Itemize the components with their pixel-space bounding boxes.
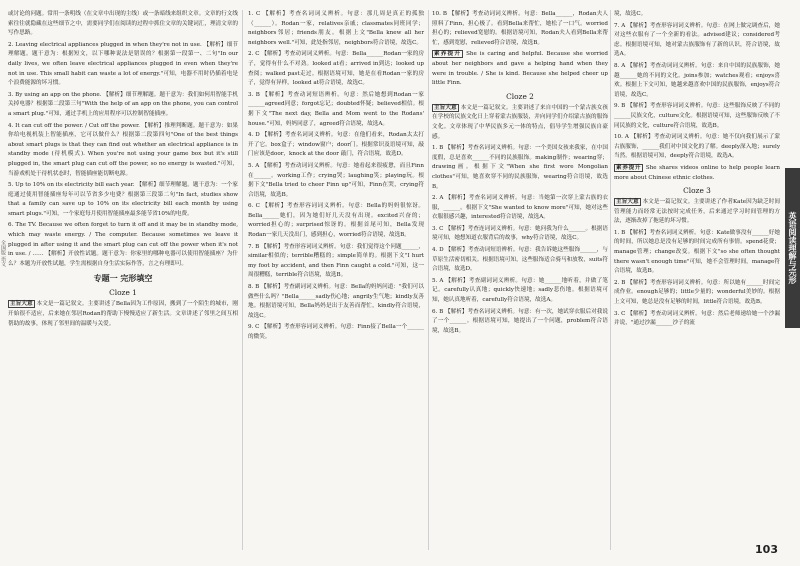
answer-paragraph: 2. Leaving electrical appliances plugged in when they're not in use. 【解析】细节理解题。题干意为：根据短文，以下哪种说法是错误的？根据第一段第一、二句"In our daily lives, we often leave electrical appliances plugged in even when they're not in use. This small habit can waste a lot of energy."可知，电器不用时仍插着电是个浪费能源的坏习惯。	[8, 41, 238, 87]
answer-paragraph: 8. B 【解析】考查副词词义辨析。句意：Bella的妈妈问道："我们可以做些什么吗？"Bella______sadly伤心地；angrily生气地；kindly友善地。根据语境可知，Bella妈妈是出于友善而帮忙，kindly符合语境，故选C。	[248, 284, 424, 319]
cloze-heading: Cloze 1	[109, 288, 137, 298]
answer-paragraph: 1. B 【解析】考查名词词义辨析。句意：Kate做事没有______好她的时间，所以她总是没有足够的时间完成所有事情。spend花费；manage管理；change改变。根据下文"so she often thought there wasn't enough time"可知，她不会管理时间，manage符合语境，故选B。	[614, 229, 780, 275]
summary-text: 本文是一篇记叙文。主要讲述了来自中国的一个蒙古族女孩在学校的民族文化日上穿着蒙古族服装，并向同学们介绍蒙古族的服饰文化。文章体现了中华民族多元一体的特点，倡导学生增强民族自豪感。	[432, 104, 608, 140]
answer-paragraph: 3. C 【解析】考查连词词义辨析。句意：她问我为什么______。根据语境可知，她想知道衣服背后的故事，why符合语境，故选C。	[432, 225, 608, 242]
answer-paragraph: 5. A 【解析】考查动词词义辨析。句意：她看起来很疲惫，而且Finn在______。working工作；crying哭；laughing笑；playing玩。根据下文"Bella tried to cheer Finn up"可知，Finn在哭，crying符合语境，故选B。	[248, 162, 424, 198]
summary-tag: 主旨大意	[616, 199, 639, 206]
answer-paragraph: 5. Up to 10% on its electricity bill each year. 【解析】细节理解题。题干意为：一个家庭通过使用智能插座每年可以节省多少电费？根据第三段第二句"In fact, studies show that a family can save up to 10% on its electricity bill each month by using smart plugs."可知，一个家庭每月使用智能插座最多能节省10%的电费。	[8, 182, 238, 217]
summary-paragraph	[432, 104, 608, 142]
answer-paragraph: 9. B 【解析】考查形容词词义辨析。句意：这些服饰反映了不同的______民族文化，culture文化。根据语境可知，这些服饰反映了不同民族的文化，culture符合语境，故选B。	[614, 103, 780, 129]
answer-paragraph: 10. A 【解析】考查动词词义辨析。句意：她不仅向我们展示了蒙古族服饰，______我们对中国文化的了解。deeply深入地；surely当然。根据语境可知，deeply符合语境，故选A。	[614, 134, 780, 160]
answer-paragraph: 2. A 【解析】考查名词词义辨析。句意：当她第一次穿上蒙古族的衣服，______。根据下文"She wanted to know more"可知，她对这些衣服很感兴趣，interested符合语境，故选A。	[432, 195, 608, 221]
column-3	[432, 10, 608, 338]
column-divider	[610, 10, 611, 550]
summary-text: She shares videos online to help people learn more about Chinese ethnic clothes.	[614, 164, 780, 181]
summary-text: 本文是一篇记叙文。主要讲述了Bella因为工作原因，搬到了一个陌生的城市，刚开始很不适应，后来她在邻居Rodan的帮助下慢慢适应了新生活。文章讲述了邻里之间互相帮助的故事，体现了邻里间的温暖与关爱。	[8, 301, 238, 327]
cloze-heading: Cloze 3	[683, 186, 711, 196]
page-number: 103	[755, 543, 778, 556]
answer-paragraph: 境，故选C。	[614, 11, 647, 17]
summary-text: She is caring and helpful. Because she worried about her neighbors and gave a helping hand when they were in trouble. / She is kind. Because she helped cheer up little Finn.	[432, 51, 608, 87]
summary-paragraph	[8, 300, 238, 329]
answer-paragraph: 8. A 【解析】考查动词词义辨析。句意：来自中国的民族服饰，她越______她的不同的文化。joins参加；watches观看；enjoys喜欢。根据上下文可知，她越来越喜欢中国的民族服饰，enjoys符合语境，故选C。	[614, 62, 780, 98]
answer-paragraph: 1. B 【解析】考查名词词义辨析。句意：一个美国女孩来我家，在中国度假，总是喜欢______不同的民族服饰。making制作；wearing穿；drawing画。根据下文"When she first wore Mongolian clothes"可知，她喜欢穿不同的民族服饰，wearing符合语境，故选B。	[432, 145, 608, 190]
answer-paragraph: 6. C 【解析】考查形容词词义辨析。句意：Bella的妈妈很惊讶。Bella______她们，因为她们好几天没有出现。excited兴奋的；worried担心的；surprised惊讶的。根据首尾可知，Bella发现Rodan一家几天没出门，感到担心，worried符合语境，故选B。	[248, 203, 424, 239]
answer-paragraph: 6. The TV. Because we often forget to turn it off and it may be in standby mode, which may waste energy. / The computer. Because sometimes we leave it plugged in after using it and the smart plug can cut off the power when it's not in use. / …… 【解析】开放性试题。题干意为：你家里的哪种电器可以使用智能插座？为什么？本题为开放性试题，学生需根据自身生活实际作答，言之有理即可。	[8, 222, 238, 267]
answer-paragraph: 5. A 【解析】考查副词词义辨析。句意：她______地听着，并做了笔记。carefully认真地；quickly快速地；sadly悲伤地。根据语境可知，她认真地听着，carefully符合语境，故选A。	[432, 277, 608, 304]
answer-paragraph: 4. It can cut off the power. / Cut off the power. 【解析】推理判断题。题干意为：如果你给电视机装上智能插座，它可以做什么？根据第二段第四句"One of the best things about smart plugs is that they can find out whether an electrical appliance is in standby mode (待机模式). When you're not using your game box but it's still plugged in, the smart plug can cut off the power, so no energy is wasted."可知，当游戏机处于待机状态时，智能插座能切断电源。	[8, 122, 238, 177]
summary-tag: 素养提升	[434, 51, 462, 58]
column-divider	[242, 10, 243, 550]
column-1	[8, 10, 238, 331]
answer-paragraph: 或讨论的问题。常用一条明线（在文章中出现的主线）或一条暗线来组织文章。文章的行文线索往往就隐藏在这些细节之中，需要同学们在阅读的过程中抓住文章的关键词汇，理清文章的写作思路。	[8, 11, 238, 37]
answer-paragraph: 9. C 【解析】考查形容词词义辨析。句意：Finn接了Bella一个______的微笑。	[248, 324, 424, 340]
answer-paragraph: 2. C 【解析】考查动词词义辨析。句意：Bella______Rodan一家的房子，觉得有什么不对劲。looked at看；arrived in到达；looked up查阅；walked past走过。根据语境可知，她是在看Rodan一家的房子，觉得有异样，looked at符合语境，故选C。	[248, 51, 424, 87]
answer-paragraph: 4. D 【解析】考查名词词义辨析。句意：在他们看来，Rodan太太打开了它。box盒子；window窗户；door门。根据常识及语境可知，敲门应该是door，knock at the door 敲门，符合语境，故选D。	[248, 132, 424, 158]
summary-text: 本文是一篇记叙文。主要讲述了作者Kate因为缺乏时间管理能力而经常无法按时完成任务，后来通过学习时间管理的方法，逐渐改掉了拖延的坏习惯。	[614, 199, 780, 225]
answer-paragraph: 3. C 【解析】考查动词词义辨析。句意：然后老师递给她一个沙漏并说，"通过沙漏______沙子的流	[614, 310, 780, 327]
answer-paragraph: 2. B 【解析】考查形容词词义辨析。句意：所以她有______时间完成作业。enough足够的；little少量的；wonderful美妙的。根据上文可知，她总是没有足够的时间，little符合语境，故选B。	[614, 279, 780, 306]
summary-paragraph	[614, 164, 780, 183]
section-heading: 专题一 完形填空	[93, 274, 153, 284]
answer-paragraph: 3. By using an app on the phone. 【解析】细节理解题。题干意为：我们如何用智能手机关掉电器？根据第二段第三句"With the help of an app on the phone, you can control a smart plug."可知，通过手机上的应用程序可以控制智能插座。	[8, 91, 238, 117]
summary-tag: 主旨大意	[434, 104, 457, 111]
answer-paragraph: 7. A 【解析】考查形容词词义辨析。句意：在网上做完调查后，她对这些衣服有了一个全新的看法。advised建议；considered考虑。根据语境可知，她对蒙古族服饰有了新的认识，符合语境，故选A。	[614, 22, 780, 58]
cloze-heading: Cloze 2	[506, 91, 534, 101]
answer-paragraph: 4. D 【解析】考查动词短语辨析。句意：我告诉她这些服饰______，与草原生活密切相关。根据语境可知，这些服饰适合骑马和放牧，suits符合语境，故选D。	[432, 247, 608, 273]
summary-paragraph	[614, 198, 780, 227]
answer-paragraph: 3. B 【解析】考查动词短语辨析。句意：然后她想到Rodan一家______agreed同意；forgot忘记；doubted怀疑；believed相信。根据下文"The next day, Bella and Mom went to the Rodans' house."可知，妈妈同意了，agreed符合语境，故选A。	[248, 91, 424, 127]
answer-paragraph: 10. B 【解析】考查动词词义辨析。句意：Bella______，Rodan夫人照料了Finn，担心极了。看到Bella来帮忙，她松了一口气。worried担心的；relieved宽慰的。根据语境可知，Rodan夫人看到Bella来帮忙，感到宽慰，relieved符合语境，故选B。	[432, 11, 608, 46]
summary-tag: 主旨大意	[10, 301, 33, 308]
side-label: 全国版 语文	[0, 240, 6, 267]
answer-paragraph: 1. C 【解析】考查名词词义辨析。句意：那几周是真正的孤独（______）。Rodan一家，relatives亲戚；classmates同班同学；neighbors邻居；friends朋友。根据上文"Bella knew all her neighbors well."可知，此处指邻居，neighbors符合语境，故选C。	[248, 11, 424, 46]
column-2	[248, 10, 424, 345]
summary-paragraph	[432, 50, 608, 88]
column-4	[614, 10, 780, 331]
column-divider	[428, 10, 429, 550]
summary-tag: 素养提升	[616, 164, 642, 171]
answer-paragraph: 6. B 【解析】考查名词词义辨析。句意：有一次，她试穿衣服后对我说了一个______。根据语境可知，她提出了一个问题，problem符合语境，故选B。	[432, 308, 608, 334]
answer-paragraph: 7. B 【解析】考查形容词词义辨析。句意：我们觉得这个问题______，similar相似的；terrible糟糕的；simple简单的。根据下文"I hurt my foot by accident, and then Finn caught a cold."可知，这一周很糟糕，terrible符合语境，故选B。	[248, 243, 424, 279]
section-tab: 英语阅读理解与完形	[785, 168, 800, 328]
